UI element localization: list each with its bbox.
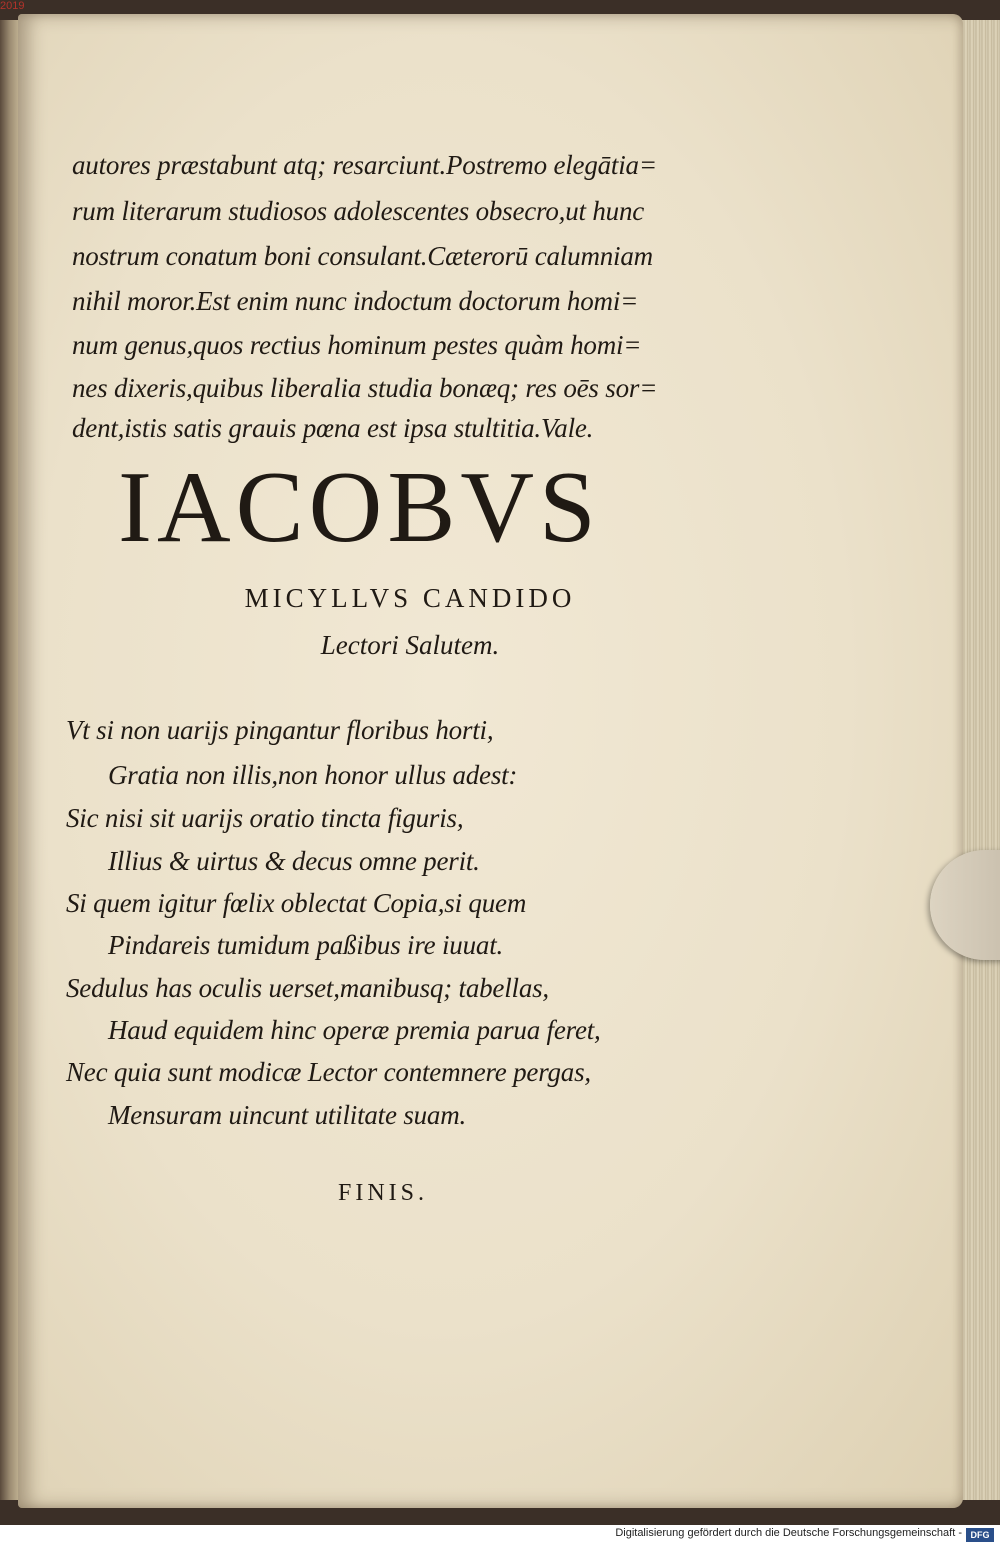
prose-line: num genus,quos rectius hominum pestes quàm homi=: [72, 330, 642, 360]
dfg-logo-icon: DFG: [966, 1528, 994, 1542]
prose-line: dent,istis satis grauis pœna est ipsa stultitia.Vale.: [72, 413, 594, 443]
prose-line: nihil moror.Est enim nunc indoctum doctorum homi=: [72, 286, 639, 316]
verse-line: Mensuram uincunt utilitate suam.: [108, 1100, 467, 1130]
verse-line: Pindareis tumidum paßibus ire iuuat.: [108, 930, 504, 960]
prose-line: nes dixeris,quibus liberalia studia bonæq; res oēs sor=: [72, 373, 658, 403]
verse-line: Nec quia sunt modicæ Lector contemnere pergas,: [66, 1057, 591, 1087]
verse-line: Sedulus has oculis uerset,manibusq; tabellas,: [66, 973, 549, 1003]
library-stamp: 2019: [0, 0, 25, 12]
prose-line: rum literarum studiosos adolescentes obsecro,ut hunc: [72, 196, 645, 226]
verse-line: Si quem igitur fœlix oblectat Copia,si quem: [66, 888, 527, 918]
prose-line: autores præstabunt atq; resarciunt.Postremo elegātia=: [72, 150, 657, 180]
heading-author-name: IACOBVS: [118, 451, 601, 564]
footer-bar: [0, 1525, 1000, 1545]
funding-credit: Digitalisierung gefördert durch die Deutsche Forschungsgemeinschaft -: [615, 1527, 962, 1539]
verse-line: Haud equidem hinc operæ premia parua feret,: [108, 1015, 601, 1045]
verse-line: Gratia non illis,non honor ullus adest:: [108, 760, 518, 790]
verse-line: Sic nisi sit uarijs oratio tincta figuris,: [66, 803, 464, 833]
subheading: MICYLLVS CANDIDO: [244, 583, 576, 613]
verse-line: Illius & uirtus & decus omne perit.: [108, 846, 480, 876]
salutation: Lectori Salutem.: [320, 630, 500, 660]
verse-line: Vt si non uarijs pingantur floribus horti,: [66, 715, 494, 745]
prose-line: nostrum conatum boni consulant.Cæterorū calumniam: [72, 241, 653, 271]
finis-mark: FINIS.: [338, 1180, 429, 1206]
